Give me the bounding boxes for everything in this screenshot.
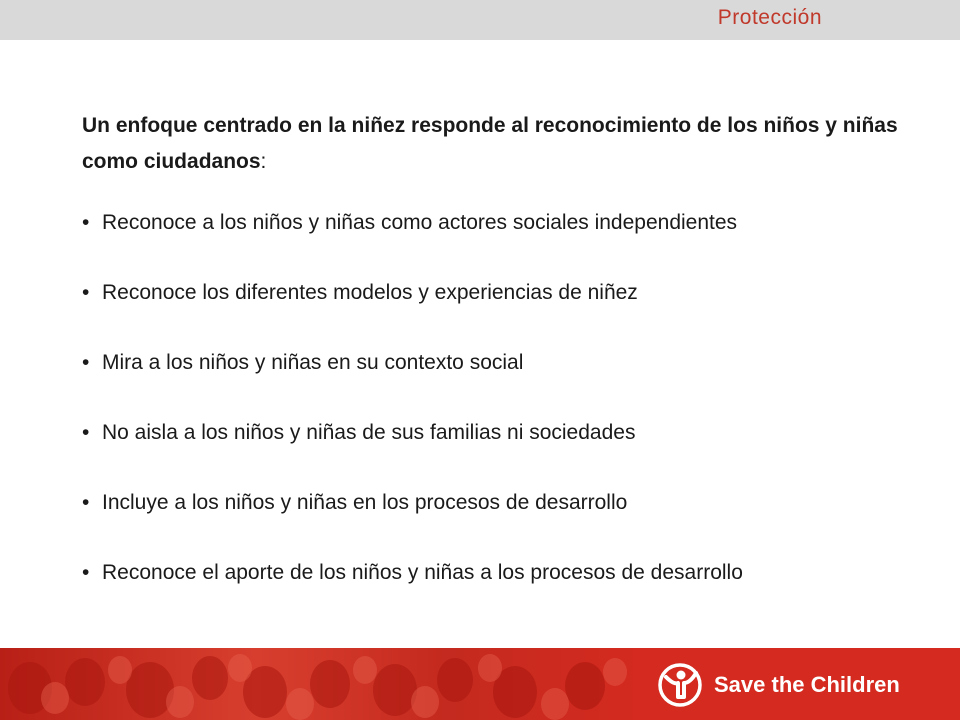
slide-content (82, 108, 922, 630)
intro-paragraph (82, 108, 922, 180)
bullet-text: Reconoce a los niños y niñas como actores sociales independientes (102, 211, 738, 234)
bullet-icon: • (82, 281, 90, 304)
children-photo-strip (0, 648, 640, 720)
intro-colon: : (260, 150, 267, 173)
footer-banner (0, 648, 960, 720)
bullet-text: Reconoce los diferentes modelos y experiencias de niñez (102, 281, 638, 304)
list-item (82, 210, 922, 235)
save-the-children-logo-icon (656, 661, 704, 709)
bullet-text: Incluye a los niños y niñas en los procesos de desarrollo (102, 491, 628, 514)
bullet-text: Mira a los niños y niñas en su contexto social (102, 351, 524, 374)
bullet-icon: • (82, 491, 90, 514)
list-item (82, 560, 922, 585)
list-item (82, 420, 922, 445)
bullet-text: No aisla a los niños y niñas de sus familias ni sociedades (102, 421, 636, 444)
intro-text: Un enfoque centrado en la niñez responde al reconocimiento de los niños y niñas como ciudadanos (82, 114, 898, 173)
bullet-text: Reconoce el aporte de los niños y niñas a los procesos de desarrollo (102, 561, 743, 584)
save-the-children-logo[interactable] (656, 660, 900, 710)
list-item (82, 490, 922, 515)
list-item (82, 280, 922, 305)
section-title: Protección (717, 6, 822, 29)
children-faces-illustration (0, 648, 640, 720)
bullet-icon: • (82, 351, 90, 374)
header-bar (0, 0, 960, 40)
bullet-icon: • (82, 211, 90, 234)
bullet-icon: • (82, 561, 90, 584)
bullet-icon: • (82, 421, 90, 444)
bullet-list (82, 210, 922, 585)
brand-name: Save the Children (714, 672, 900, 697)
list-item (82, 350, 922, 375)
